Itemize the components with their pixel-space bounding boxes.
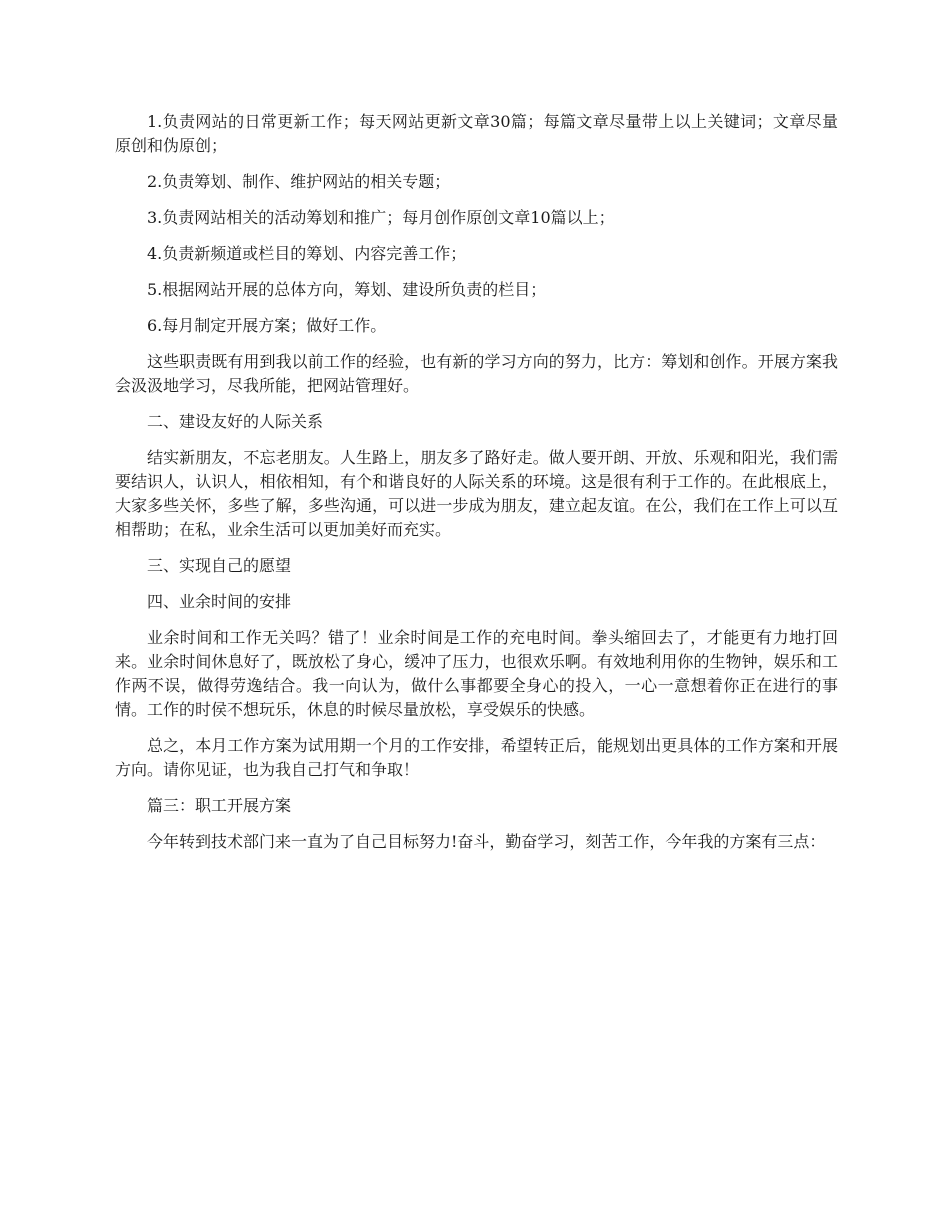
document-body (115, 110, 838, 866)
paragraph-conclusion: 总之，本月工作方案为试用期一个月的工作安排，希望转正后，能规划出更具体的工作方案和开展方向。请你见证，也为我自己打气和争取！ (115, 736, 838, 779)
paragraph-duty-6: 6.每月制定开展方案；做好工作。 (147, 316, 387, 335)
paragraph-duty-3: 3.负责网站相关的活动筹划和推广；每月创作原创文章10篇以上； (147, 208, 615, 227)
paragraph-duty-2: 2.负责筹划、制作、维护网站的相关专题； (147, 172, 451, 191)
section-heading-wishes: 三、实现自己的愿望 (147, 556, 292, 575)
section-heading-relationships: 二、建设友好的人际关系 (147, 412, 324, 431)
paragraph-duty-1: 1.负责网站的日常更新工作；每天网站更新文章30篇；每篇文章尽量带上以上关键词；文章尽量原创和伪原创； (115, 112, 838, 155)
paragraph-relationships: 结实新朋友，不忘老朋友。人生路上，朋友多了路好走。做人要开朗、开放、乐观和阳光，我们需要结识人，认识人，相依相知，有个和谐良好的人际关系的环境。这是很有利于工作的。在此根底上，大家多些关怀，多些了解，多些沟通，可以进一步成为朋友，建立起友谊。在公，我们在工作上可以互相帮助；在私，业余生活可以更加美好而充实。 (115, 448, 838, 539)
paragraph-spare-time: 业余时间和工作无关吗？错了！业余时间是工作的充电时间。拳头缩回去了，才能更有力地打回来。业余时间休息好了，既放松了身心，缓冲了压力，也很欢乐啊。有效地利用你的生物钟，娱乐和工作两不误，做得劳逸结合。我一向认为，做什么事都要全身心的投入，一心一意想着你正在进行的事情。工作的时侯不想玩乐，休息的时候尽量放松，享受娱乐的快感。 (115, 628, 838, 719)
section-heading-spare-time: 四、业余时间的安排 (147, 592, 292, 611)
section-heading-part-three: 篇三：职工开展方案 (147, 796, 292, 815)
paragraph-duty-5: 5.根据网站开展的总体方向，筹划、建设所负责的栏目； (147, 280, 547, 299)
paragraph-part-three-intro: 今年转到技术部门来一直为了自己目标努力!奋斗，勤奋学习，刻苦工作，今年我的方案有三点： (147, 832, 826, 851)
paragraph-duty-4: 4.负责新频道或栏目的筹划、内容完善工作； (147, 244, 467, 263)
paragraph-duties-summary: 这些职责既有用到我以前工作的经验，也有新的学习方向的努力，比方：筹划和创作。开展方案我会汲汲地学习，尽我所能，把网站管理好。 (115, 352, 838, 395)
